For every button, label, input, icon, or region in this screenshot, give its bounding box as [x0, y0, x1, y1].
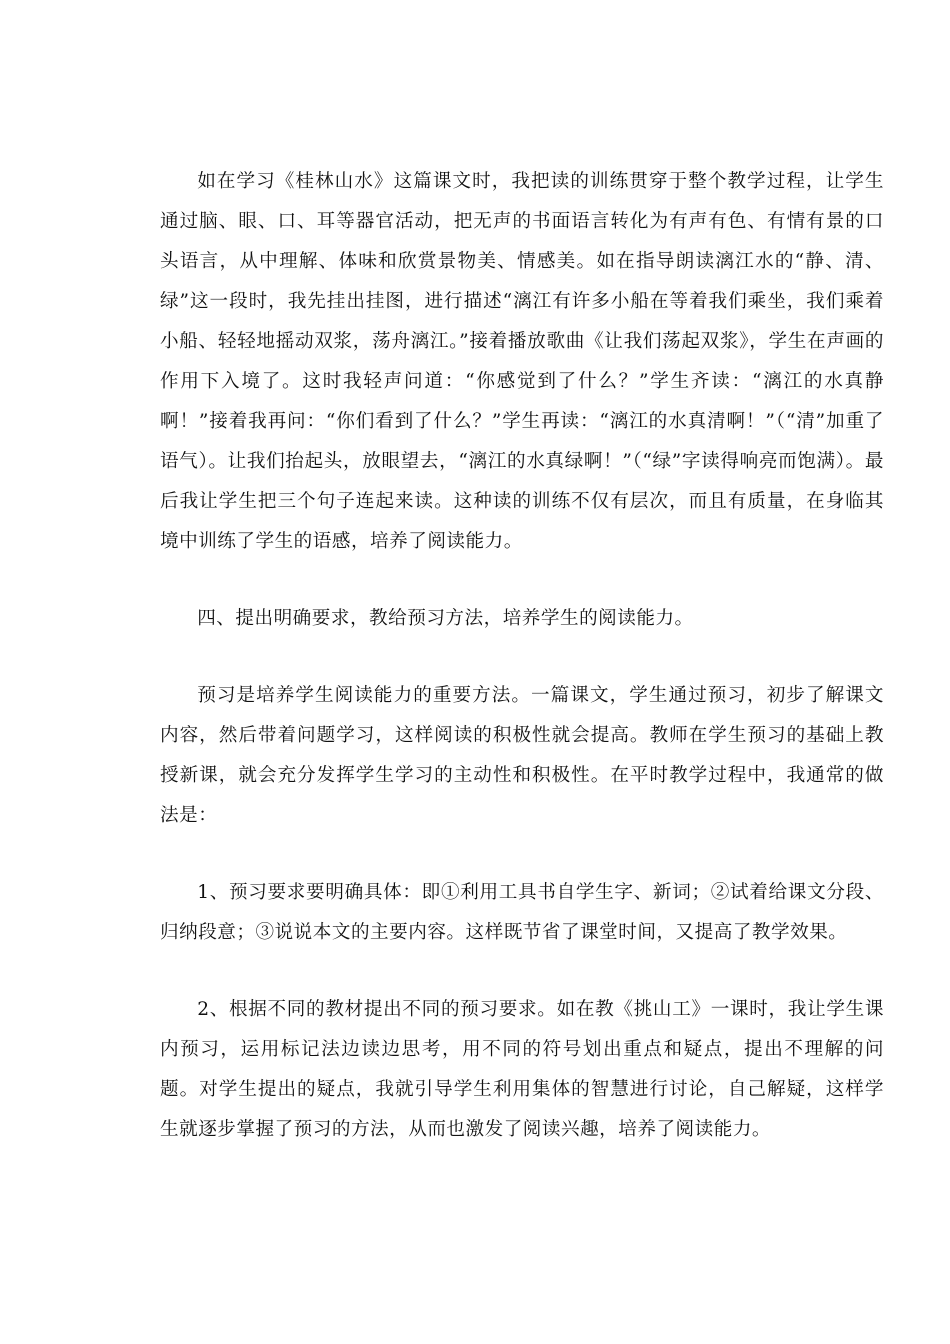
paragraph-gap [160, 953, 884, 990]
paragraph-gap [160, 836, 884, 873]
paragraph-gap [160, 639, 884, 676]
paragraph-guilin-reading: 如在学习《桂林山水》这篇课文时，我把读的训练贯穿于整个教学过程，让学生通过脑、眼、口、耳等器官活动，把无声的书面语言转化为有声有色、有情有景的口头语言，从中理解、体味和欣赏景物美、情感美。如在指导朗读漓江水的“静、清、绿”这一段时，我先挂出挂图，进行描述“漓江有许多小船在等着我们乘坐，我们乘着小船、轻轻地摇动双浆，荡舟漓江。”接着播放歌曲《让我们荡起双浆》，学生在声画的作用下入境了。这时我轻声问道：“你感觉到了什么？”学生齐读：“漓江的水真静啊！”接着我再问：“你们看到了什么？”学生再读：“漓江的水真清啊！”（“清”加重了语气）。让我们抬起头，放眼望去，“漓江的水真绿啊！”（“绿”字读得响亮而饱满）。最后我让学生把三个句子连起来读。这种读的训练不仅有层次，而且有质量，在身临其境中训练了学生的语感，培养了阅读能力。 [160, 171, 884, 552]
paragraph-preview-method: 预习是培养学生阅读能力的重要方法。一篇课文，学生通过预习，初步了解课文内容，然后带着问题学习，这样阅读的积极性就会提高。教师在学生预习的基础上教授新课，就会充分发挥学生学习的主动性和积极性。在平时教学过程中，我通常的做法是： [160, 685, 884, 826]
document-body [160, 162, 884, 1150]
paragraph-item-two: 2、根据不同的教材提出不同的预习要求。如在教《挑山工》一课时，我让学生课内预习，运用标记法边读边思考，用不同的符号划出重点和疑点，提出不理解的问题。对学生提出的疑点，我就引导学生利用集体的智慧进行讨论，自己解疑，这样学生就逐步掌握了预习的方法，从而也激发了阅读兴趣，培养了阅读能力。 [160, 999, 884, 1140]
paragraph-item-one: 1、预习要求要明确具体：即①利用工具书自学生字、新词；②试着给课文分段、归纳段意；③说说本文的主要内容。这样既节省了课堂时间，又提高了教学效果。 [160, 882, 884, 943]
paragraph-gap [160, 562, 884, 599]
section-heading-four: 四、提出明确要求，教给预习方法，培养学生的阅读能力。 [197, 608, 694, 629]
